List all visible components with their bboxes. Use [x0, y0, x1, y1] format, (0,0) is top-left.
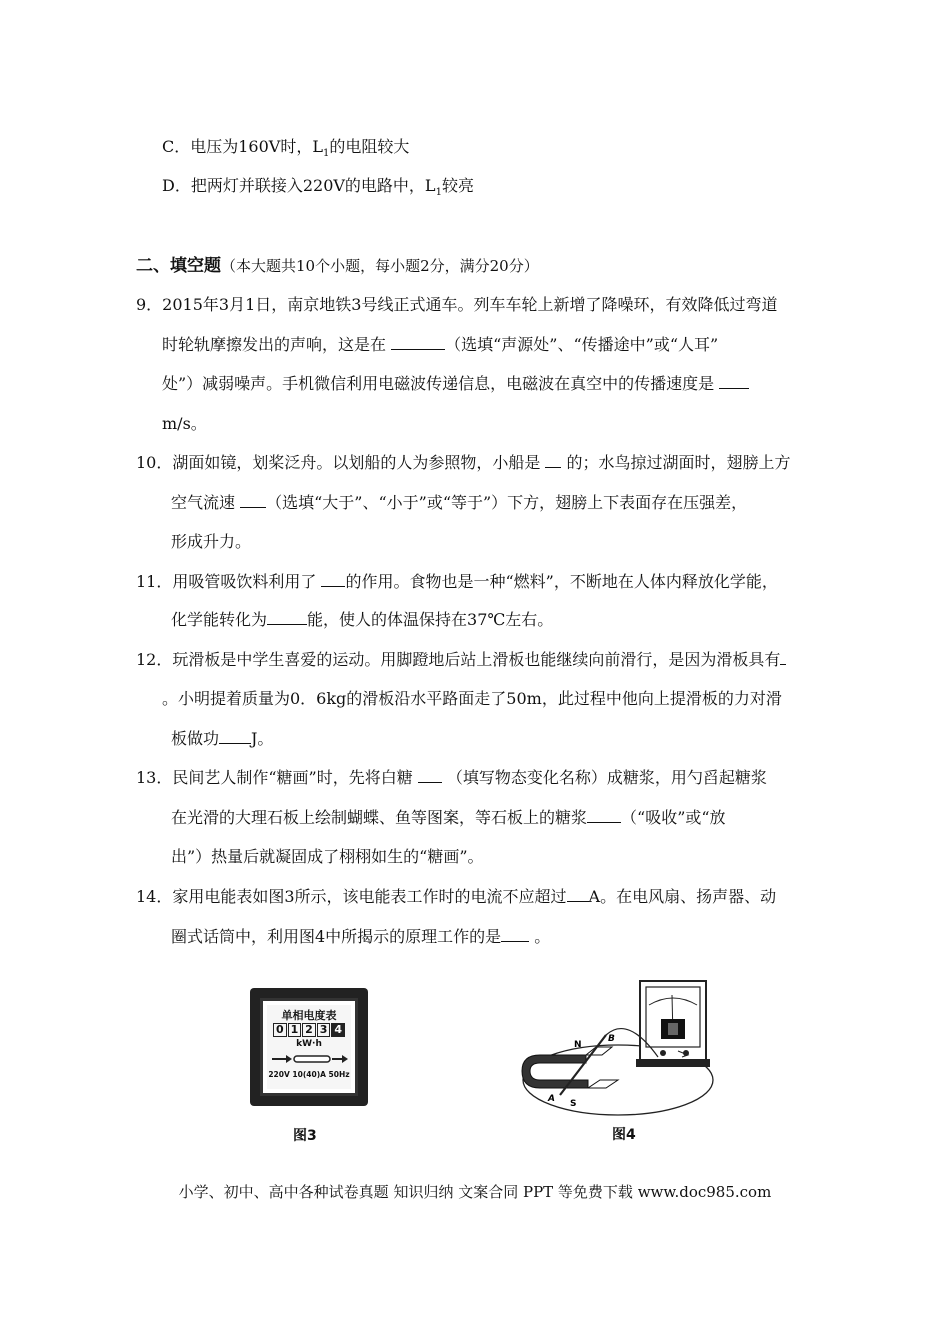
meter-digit: 4	[331, 1023, 345, 1037]
meter-digit: 1	[288, 1023, 302, 1037]
meter-rating: 220V 10(40)A 50Hz	[268, 1070, 350, 1079]
q12-line2: 。小明提着质量为0．6kg的滑板沿水平路面走了50m，此过程中他向上提滑板的力对滑	[162, 689, 782, 708]
figure-3-caption: 图3	[293, 1128, 317, 1144]
q11-line1: 11．用吸管吸饮料利用了 的作用。食物也是一种“燃料”，不断地在人体内释放化学能，	[136, 572, 778, 591]
q9-blank-2[interactable]	[719, 374, 749, 389]
q14-line1: 14．家用电能表如图3所示，该电能表工作时的电流不应超过 A。在电风扇、扬声器、动	[136, 887, 777, 906]
meter-unit: kW·h	[296, 1039, 322, 1049]
label-a: A	[548, 1094, 555, 1104]
q12-line1: 12．玩滑板是中学生喜爱的运动。用脚蹬地后站上滑板也能继续向前滑行，是因为滑板具有	[136, 650, 786, 670]
label-b: B	[608, 1034, 615, 1044]
figure-4-caption: 图4	[612, 1127, 636, 1143]
label-n: N	[574, 1040, 582, 1050]
option-c: C．电压为160V时，$L_1$的电阻较大	[162, 137, 410, 159]
meter-digit: 2	[302, 1023, 316, 1037]
figure-4-induction-apparatus	[518, 975, 728, 1120]
meter-title: 单相电度表	[281, 1009, 337, 1022]
q9-line3: 处”）减弱噪声。手机微信利用电磁波传递信息，电磁波在真空中的传播速度是	[162, 374, 749, 394]
q13-line1: 13．民间艺人制作“糖画”时，先将白糖 （填写物态变化名称）成糖浆，用勺舀起糖浆	[136, 768, 767, 787]
label-s: S	[570, 1099, 577, 1109]
meter-digit: 3	[317, 1023, 331, 1037]
galvanometer-icon	[636, 981, 710, 1067]
meter-digits	[273, 1023, 345, 1037]
page-footer: 小学、初中、高中各种试卷真题 知识归纳 文案合同 PPT 等免费下载 www.doc985.com	[178, 1183, 772, 1201]
q13-blank-1[interactable]	[418, 768, 442, 783]
q9-line1: 9．2015年3月1日，南京地铁3号线正式通车。列车车轮上新增了降噪环，有效降低过弯道	[136, 295, 778, 314]
q11-blank-1[interactable]	[321, 572, 345, 587]
q12-blank-2[interactable]	[219, 729, 251, 744]
q14-blank-2[interactable]	[501, 927, 529, 942]
q11-blank-2[interactable]	[267, 610, 307, 625]
q11-line2: 化学能转化为 能，使人的体温保持在37℃左右。	[171, 610, 554, 629]
q13-line3: 出”）热量后就凝固成了栩栩如生的“糖画”。	[171, 847, 484, 866]
q10-line2: 空气流速 （选填“大于”、“小于”或“等于”）下方，翅膀上下表面存在压强差，	[171, 493, 748, 512]
q14-blank-1[interactable]	[567, 887, 589, 902]
q12-line3: 板做功 J。	[171, 729, 274, 748]
q13-line2: 在光滑的大理石板上绘制蝴蝶、鱼等图案，等石板上的糖浆 （“吸收”或“放	[171, 808, 726, 827]
q10-blank-1[interactable]	[545, 453, 561, 468]
q10-line1: 10．湖面如镜，划桨泛舟。以划船的人为参照物，小船是 的；水鸟掠过湖面时，翅膀上方	[136, 453, 791, 472]
option-d: D．把两灯并联接入220V的电路中，$L_1$较亮	[162, 176, 474, 198]
q12-blank-1[interactable]	[780, 650, 786, 665]
figure-3-meter	[250, 988, 368, 1106]
q10-blank-2[interactable]	[240, 493, 266, 508]
q9-line2: 时轮轨摩擦发出的声响，这是在 （选填“声源处”、“传播途中”或“人耳”	[162, 335, 719, 354]
q9-blank-1[interactable]	[391, 335, 445, 350]
q10-line3: 形成升力。	[171, 532, 252, 551]
meter-disc-arrow-icon	[270, 1052, 350, 1066]
q9-line4: m/s。	[162, 414, 207, 433]
section-heading: 二、填空题（本大题共10个小题，每小题2分，满分20分）	[136, 256, 539, 276]
q13-blank-2[interactable]	[587, 808, 621, 823]
q14-line2: 圈式话筒中，利用图4中所揭示的原理工作的是 。	[171, 927, 551, 946]
meter-digit: 0	[273, 1023, 287, 1037]
